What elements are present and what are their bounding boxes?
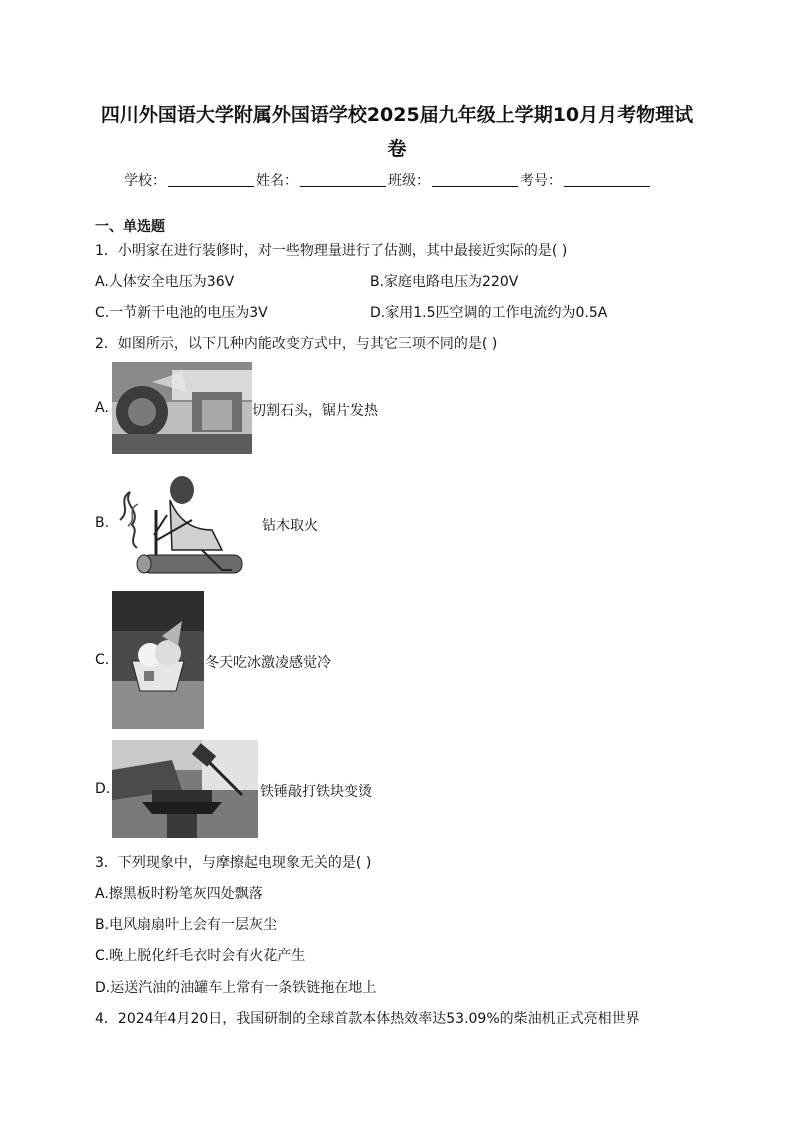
q1-option-d: D.家用1.5匹空调的工作电流约为0.5A (370, 305, 608, 321)
exam-title (60, 98, 734, 166)
q1-stem: 1．小明家在进行装修时，对一些物理量进行了估测，其中最接近实际的是( ) (95, 243, 568, 259)
q2-option-c-text: 冬天吃冰激凌感觉冷 (205, 655, 331, 671)
q1-option-b: B.家庭电路电压为220V (370, 274, 519, 290)
q2-option-b-label: B. (95, 515, 110, 531)
name-label: 姓名： (256, 173, 298, 189)
q2-option-d-label: D. (95, 781, 111, 797)
q2-option-d-text: 铁锤敲打铁块变烫 (260, 784, 372, 800)
title-line-1: 四川外国语大学附属外国语学校2025届九年级上学期10月月考物理试 (100, 104, 694, 126)
number-blank[interactable] (564, 172, 650, 187)
q2-option-c-label: C. (95, 652, 110, 668)
q3-option-a: A.擦黑板时粉笔灰四处飘落 (95, 886, 263, 902)
q2-option-b-text: 钻木取火 (262, 518, 318, 534)
section-heading: 一、单选题 (95, 219, 165, 235)
q1-option-c: C.一节新干电池的电压为3V (95, 305, 268, 321)
class-label: 班级： (388, 173, 430, 189)
student-info-row (124, 170, 652, 190)
title-line-2: 卷 (387, 138, 407, 160)
q2-stem: 2．如图所示，以下几种内能改变方式中，与其它三项不同的是( ) (95, 336, 498, 352)
q2-option-a-label: A. (95, 400, 109, 416)
school-blank[interactable] (168, 172, 254, 187)
school-label: 学校： (124, 173, 166, 189)
stone-cutting-image (112, 362, 252, 454)
q3-option-d: D.运送汽油的油罐车上常有一条铁链拖在地上 (95, 980, 377, 996)
class-blank[interactable] (432, 172, 518, 187)
name-blank[interactable] (300, 172, 386, 187)
ice-cream-image (112, 591, 204, 729)
q4-stem: 4．2024年4月20日，我国研制的全球首款本体热效率达53.09%的柴油机正式亮相世界 (95, 1011, 640, 1027)
drilling-wood-fire-image (112, 470, 250, 582)
q3-option-c: C.晚上脱化纤毛衣时会有火花产生 (95, 948, 306, 964)
q3-option-b: B.电风扇扇叶上会有一层灰尘 (95, 917, 278, 933)
hammering-iron-image (112, 740, 258, 838)
number-label: 考号： (520, 173, 562, 189)
q2-option-a-text: 切割石头，锯片发热 (252, 403, 378, 419)
q3-stem: 3．下列现象中，与摩擦起电现象无关的是( ) (95, 855, 372, 871)
q1-option-a: A.人体安全电压为36V (95, 274, 235, 290)
